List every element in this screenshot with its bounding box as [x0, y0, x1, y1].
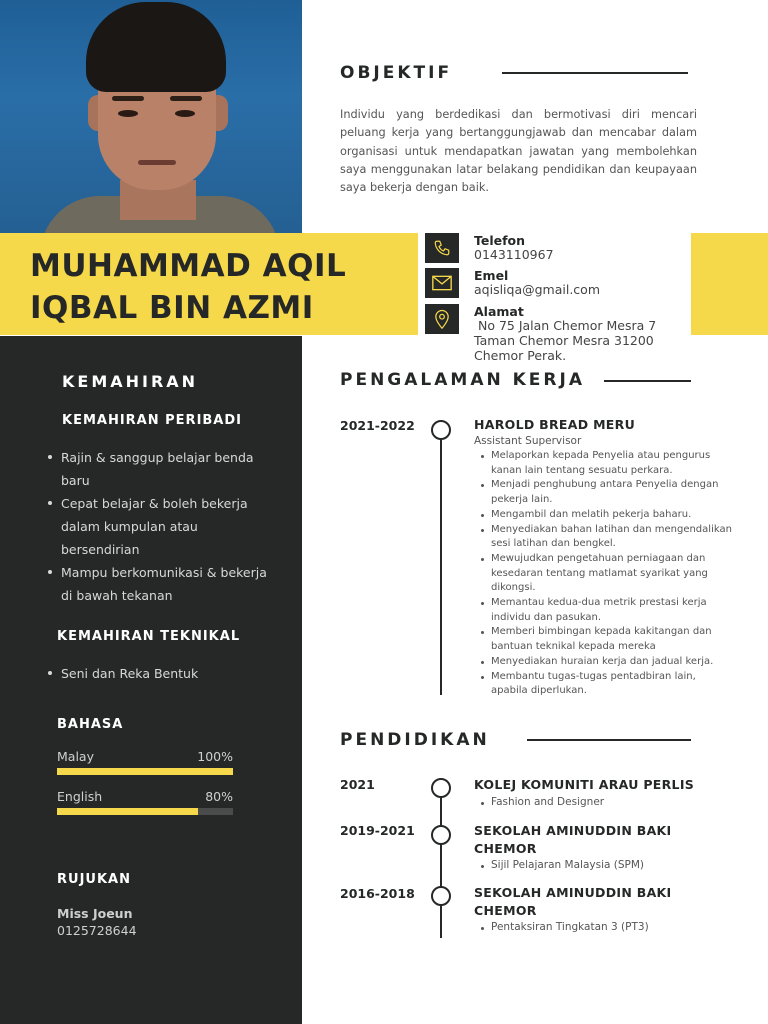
photo-mouth — [138, 160, 176, 165]
list-item: Memberi bimbingan kepada kakitangan dan bantuan teknikal kepada mereka — [478, 625, 733, 654]
accent-block — [691, 233, 768, 335]
education-year: 2019-2021 — [340, 823, 415, 838]
personal-skills-title: KEMAHIRAN PERIBADI — [62, 413, 242, 428]
education-year: 2016-2018 — [340, 886, 415, 901]
objective-text: Individu yang berdedikasi dan bermotivasi diri mencari peluang kerja yang bertanggungjawab dan mencabar dalam organisasi untuk mendapatkan jawatan yang membolehkan saya menggunakan latar belakang pendidikan dan keupayaan saya bekerja dengan baik. — [340, 108, 697, 195]
language-percent: 80% — [205, 789, 233, 804]
education-detail: Sijil Pelajaran Malaysia (SPM) — [478, 859, 644, 871]
education-school: CHEMOR — [474, 841, 537, 856]
education-year: 2021 — [340, 777, 375, 792]
list-item: Mengambil dan melatih pekerja baharu. — [478, 508, 733, 523]
photo-brow — [112, 96, 144, 101]
education-school: CHEMOR — [474, 903, 537, 918]
experience-timeline-line — [440, 430, 442, 695]
list-item: Rajin & sanggup belajar benda baru — [48, 446, 273, 492]
skills-title: KEMAHIRAN — [62, 372, 199, 391]
language-bar-fill — [57, 768, 233, 775]
language-bar — [57, 768, 233, 775]
reference-phone: 0125728644 — [57, 923, 137, 938]
list-item: Mampu berkomunikasi & bekerja di bawah tekanan — [48, 561, 273, 607]
list-item: Menjadi penghubung antara Penyelia dengan pekerja lain. — [478, 478, 733, 507]
list-item: Membantu tugas-tugas pentadbiran lain, apabila diperlukan. — [478, 670, 733, 699]
language-name: Malay — [57, 749, 94, 764]
experience-duties-list — [478, 449, 733, 699]
experience-title: PENGALAMAN KERJA — [340, 370, 585, 390]
list-item: Melaporkan kepada Penyelia atau pengurus kanan lain tentang sesuatu perkara. — [478, 449, 733, 478]
technical-skills-title: KEMAHIRAN TEKNIKAL — [57, 629, 241, 644]
education-detail: Pentaksiran Tingkatan 3 (PT3) — [478, 921, 649, 933]
language-bar-fill — [57, 808, 198, 815]
education-timeline-line — [440, 788, 442, 938]
phone-icon — [425, 233, 459, 263]
location-pin-icon — [425, 304, 459, 334]
timeline-dot — [431, 886, 451, 906]
timeline-dot — [431, 825, 451, 845]
email-value[interactable]: aqisliqa@gmail.com — [474, 282, 601, 297]
phone-value: 0143110967 — [474, 247, 554, 262]
education-school: KOLEJ KOMUNITI ARAU PERLIS — [474, 777, 695, 792]
education-title-rule — [527, 739, 691, 741]
language-name: English — [57, 789, 103, 804]
address-line-2: Taman Chemor Mesra 31200 — [474, 333, 654, 348]
education-school: SEKOLAH AMINUDDIN BAKI — [474, 823, 672, 838]
education-detail: Fashion and Designer — [478, 796, 604, 808]
education-title: PENDIDIKAN — [340, 730, 490, 750]
mail-icon — [425, 268, 459, 298]
list-item: Cepat belajar & boleh bekerja dalam kumpulan atau bersendirian — [48, 492, 273, 561]
address-line-1: No 75 Jalan Chemor Mesra 7 — [474, 318, 657, 333]
languages-title: BAHASA — [57, 717, 124, 732]
experience-role: Assistant Supervisor — [474, 435, 582, 447]
list-item: Memantau kedua-dua metrik prestasi kerja individu dan pasukan. — [478, 596, 733, 625]
personal-skills-list — [48, 446, 273, 607]
address-line-3: Chemor Perak. — [474, 348, 567, 363]
profile-photo — [0, 0, 302, 240]
photo-eye — [175, 110, 195, 117]
timeline-dot — [431, 778, 451, 798]
photo-hair — [86, 2, 226, 92]
language-bar — [57, 808, 233, 815]
experience-company: HAROLD BREAD MERU — [474, 417, 636, 432]
references-title: RUJUKAN — [57, 872, 131, 887]
photo-brow — [170, 96, 202, 101]
language-percent: 100% — [197, 749, 233, 764]
list-item: Seni dan Reka Bentuk — [48, 662, 273, 685]
objective-title: OBJEKTIF — [340, 63, 453, 83]
reference-name: Miss Joeun — [57, 906, 133, 921]
education-school: SEKOLAH AMINUDDIN BAKI — [474, 885, 672, 900]
list-item: Mewujudkan pengetahuan perniagaan dan kesedaran tentang matlamat syarikat yang dikongsi. — [478, 552, 733, 596]
objective-title-rule — [502, 72, 688, 74]
timeline-dot — [431, 420, 451, 440]
list-item: Menyediakan huraian kerja dan jadual kerja. — [478, 655, 733, 670]
address-label: Alamat — [474, 304, 524, 319]
technical-skills-list — [48, 662, 273, 685]
phone-label: Telefon — [474, 233, 526, 248]
full-name: MUHAMMAD AQIL IQBAL BIN AZMI — [30, 248, 347, 326]
list-item: Menyediakan bahan latihan dan mengendalikan sesi latihan dan bengkel. — [478, 523, 733, 552]
email-label: Emel — [474, 268, 509, 283]
experience-year: 2021-2022 — [340, 418, 415, 433]
photo-eye — [118, 110, 138, 117]
experience-title-rule — [604, 380, 691, 382]
